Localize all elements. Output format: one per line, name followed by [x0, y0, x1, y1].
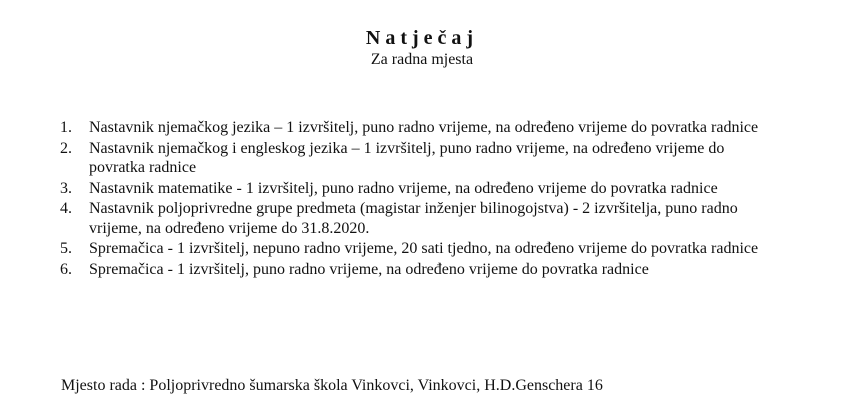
- list-item-number: 1.: [60, 119, 72, 136]
- list-item: [60, 239, 780, 259]
- document-title: Natječaj: [365, 27, 479, 49]
- job-positions-list: [60, 118, 780, 280]
- list-item: [60, 139, 780, 178]
- list-item-number: 4.: [60, 200, 72, 217]
- list-item: [60, 199, 780, 238]
- list-item-text: Nastavnik njemačkog jezika – 1 izvršitelj, puno radno vrijeme, na određeno vrijeme do povratka radnice: [89, 119, 759, 136]
- list-item: [60, 118, 780, 138]
- list-item-number: 2.: [60, 139, 72, 157]
- list-item-text: Nastavnik poljoprivredne grupe predmeta (magistar inženjer bilinogojstva) - 2 izvršitelja, puno radno vrijeme, na određeno vrijeme do 31.8.2020.: [89, 200, 738, 237]
- list-item-text: Spremačica - 1 izvršitelj, nepuno radno vrijeme, 20 sati tjedno, na određeno vrijeme do povratka radnice: [89, 240, 759, 257]
- list-item-number: 5.: [60, 240, 72, 257]
- workplace-line: Mjesto rada : Poljoprivredno šumarska škola Vinkovci, Vinkovci, H.D.Genschera 16: [61, 377, 603, 394]
- list-item: [60, 260, 780, 280]
- document-subtitle: Za radna mjesta: [370, 51, 474, 68]
- list-item: [60, 179, 780, 199]
- list-item-text: Nastavnik matematike - 1 izvršitelj, puno radno vrijeme, na određeno vrijeme do povratka radnice: [89, 179, 718, 197]
- list-item-number: 3.: [60, 179, 72, 197]
- list-item-text: Spremačica - 1 izvršitelj, puno radno vrijeme, na određeno vrijeme do povratka radnice: [89, 260, 649, 278]
- list-item-text: Nastavnik njemačkog i engleskog jezika – 1 izvršitelj, puno radno vrijeme, na određeno vrijeme do povratka radnice: [89, 139, 725, 176]
- list-item-number: 6.: [60, 260, 72, 278]
